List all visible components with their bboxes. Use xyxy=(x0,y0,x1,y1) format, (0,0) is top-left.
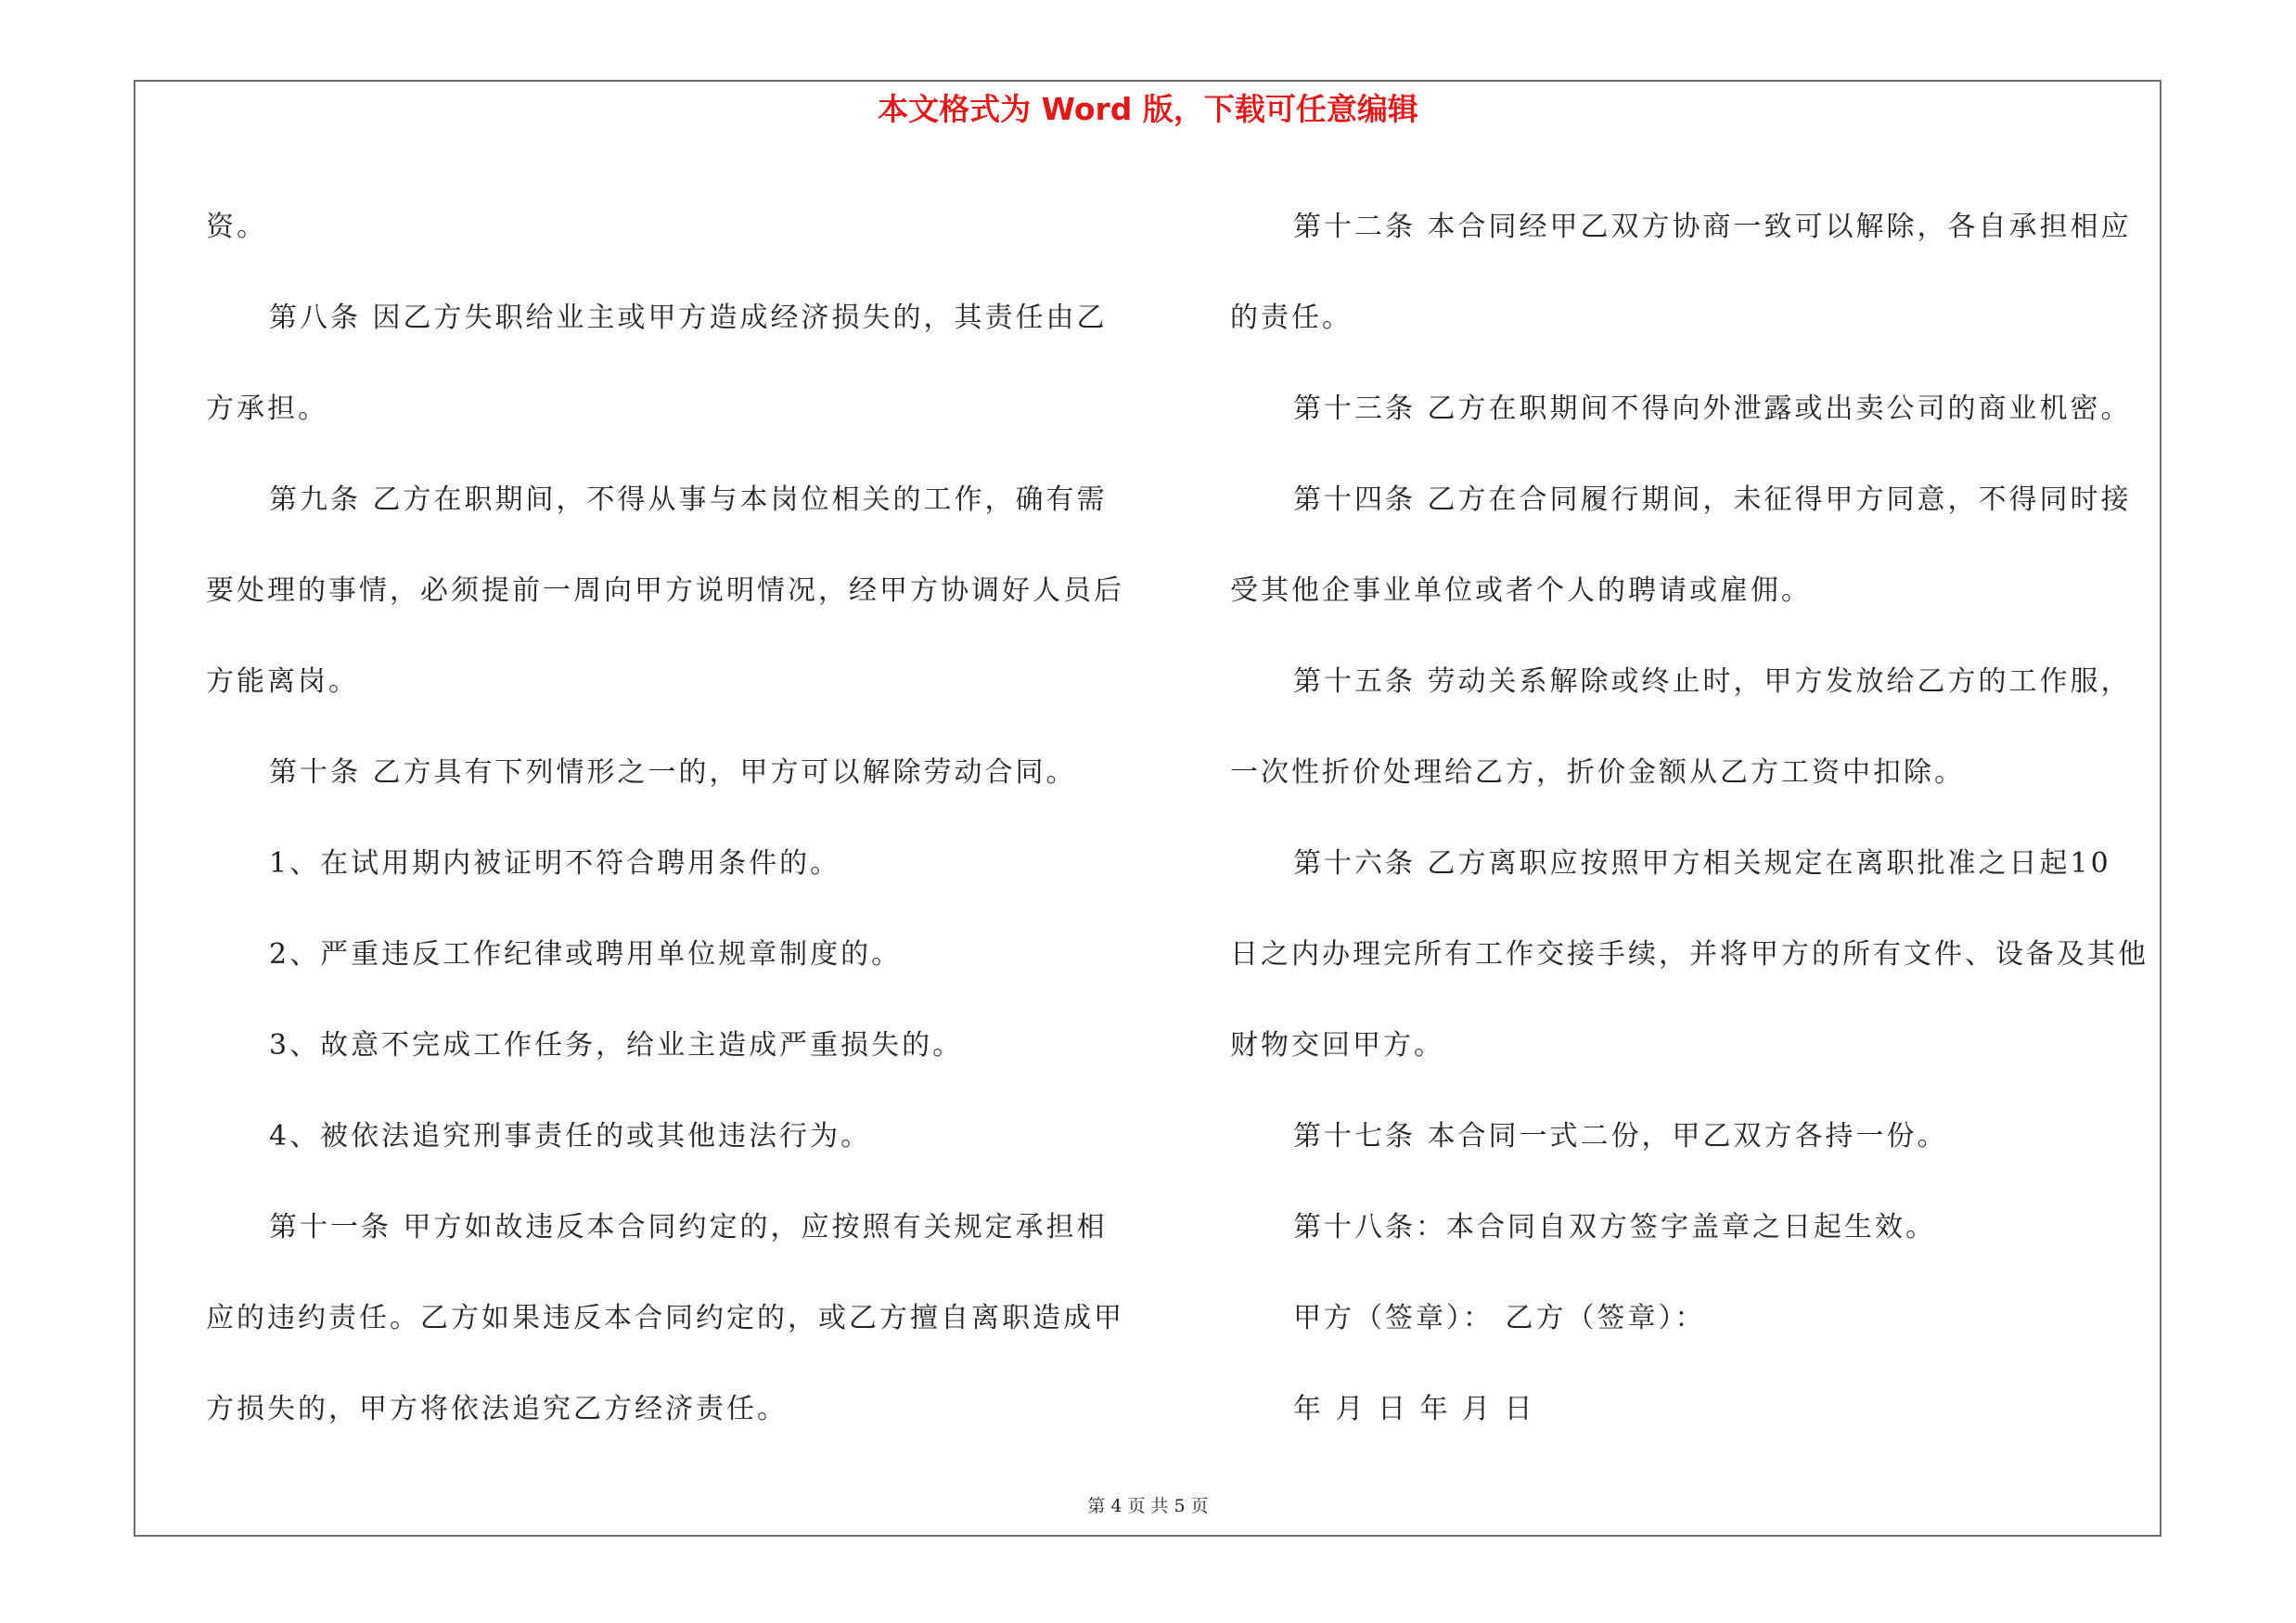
left-paragraph-7: 第十条 乙方具有下列情形之一的，甲方可以解除劳动合同。 xyxy=(269,756,1077,789)
page-number-footer: 第 4 页 共 5 页 xyxy=(1087,1496,1209,1516)
right-paragraph-9: 日之内办理完所有工作交接手续，并将甲方的所有文件、设备及其他 xyxy=(1230,938,2148,971)
right-paragraph-8: 第十六条 乙方离职应按照甲方相关规定在离职批准之日起10 xyxy=(1293,847,2111,880)
right-paragraph-1: 第十二条 本合同经甲乙双方协商一致可以解除，各自承担相应 xyxy=(1293,211,2132,243)
left-paragraph-10: 3、故意不完成工作任务，给业主造成严重损失的。 xyxy=(269,1029,964,1062)
right-paragraph-5: 受其他企事业单位或者个人的聘请或雇佣。 xyxy=(1230,574,1812,607)
left-paragraph-5: 要处理的事情，必须提前一周向甲方说明情况，经甲方协调好人员后 xyxy=(206,574,1124,607)
left-paragraph-6: 方能离岗。 xyxy=(206,665,359,698)
right-signature-line: 甲方（签章）： 乙方（签章）： xyxy=(1293,1302,1706,1334)
right-column xyxy=(1230,182,2161,1455)
right-paragraph-12: 第十八条：本合同自双方签字盖章之日起生效。 xyxy=(1293,1211,1936,1243)
right-date-line: 年 月 日 年 月 日 xyxy=(1293,1393,1535,1425)
left-paragraph-9: 2、严重违反工作纪律或聘用单位规章制度的。 xyxy=(269,938,903,971)
left-paragraph-4: 第九条 乙方在职期间，不得从事与本岗位相关的工作，确有需 xyxy=(269,483,1108,516)
left-paragraph-12: 第十一条 甲方如故违反本合同约定的，应按照有关规定承担相 xyxy=(269,1211,1108,1243)
right-paragraph-11: 第十七条 本合同一式二份，甲乙双方各持一份。 xyxy=(1293,1120,1948,1153)
right-paragraph-4: 第十四条 乙方在合同履行期间，未征得甲方同意，不得同时接 xyxy=(1293,483,2132,516)
left-paragraph-8: 1、在试用期内被证明不符合聘用条件的。 xyxy=(269,847,841,880)
right-paragraph-7: 一次性折价处理给乙方，折价金额从乙方工资中扣除。 xyxy=(1230,756,1965,789)
left-paragraph-3: 方承担。 xyxy=(206,393,328,425)
header-banner: 本文格式为 Word 版，下载可任意编辑 xyxy=(878,91,1418,127)
left-column xyxy=(206,182,1134,1455)
right-paragraph-3: 第十三条 乙方在职期间不得向外泄露或出卖公司的商业机密。 xyxy=(1293,393,2132,425)
left-paragraph-14: 方损失的，甲方将依法追究乙方经济责任。 xyxy=(206,1393,788,1425)
right-paragraph-2: 的责任。 xyxy=(1230,302,1353,334)
right-paragraph-6: 第十五条 劳动关系解除或终止时，甲方发放给乙方的工作服， xyxy=(1293,665,2132,698)
left-paragraph-1: 资。 xyxy=(206,211,267,243)
left-paragraph-11: 4、被依法追究刑事责任的或其他违法行为。 xyxy=(269,1120,872,1153)
left-paragraph-2: 第八条 因乙方失职给业主或甲方造成经济损失的，其责任由乙 xyxy=(269,302,1108,334)
left-paragraph-13: 应的违约责任。乙方如果违反本合同约定的，或乙方擅自离职造成甲 xyxy=(206,1302,1124,1334)
right-paragraph-10: 财物交回甲方。 xyxy=(1230,1029,1444,1062)
